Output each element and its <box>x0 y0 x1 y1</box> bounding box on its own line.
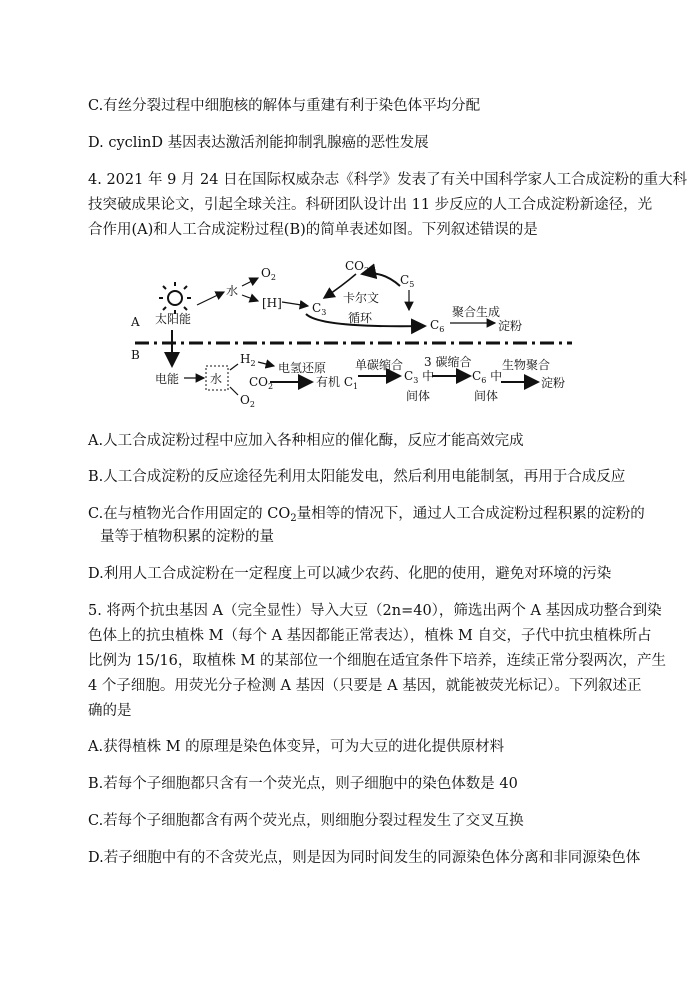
c6-intermediate-label-2: 间体 <box>474 389 499 403</box>
label-b: B <box>131 348 140 362</box>
three-carbon-condensation-label: 3 碳缩合 <box>424 355 472 369</box>
polymer-label: 聚合生成 <box>452 305 501 319</box>
calvin-label-2: 循环 <box>348 311 373 325</box>
water-top-label: 水 <box>226 284 239 298</box>
solar-energy-label: 太阳能 <box>155 312 192 326</box>
q4-stem-line3: 合作用(A)和人工合成淀粉过程(B)的简单表述如图。下列叙述错误的是 <box>88 222 538 238</box>
electric-energy-label: 电能 <box>155 372 180 386</box>
q5-stem-line4: 4 个子细胞。用荧光分子检测 A 基因（只要是 A 基因，就能被荧光标记）。下列叙述正 <box>88 678 642 694</box>
c5-top-label: $C_5$ <box>400 273 415 289</box>
option-c-prev: C.有丝分裂过程中细胞核的解体与重建有利于染色体平均分配 <box>88 98 481 114</box>
q4-stem-line2: 技突破成果论文，引起全球关注。科研团队设计出 11 步反应的人工合成淀粉新途径，光 <box>88 197 653 213</box>
o2-bottom-label: $O_2$ <box>240 393 255 409</box>
option-d-prev: D. cyclinD 基因表达激活剂能抑制乳腺癌的恶性发展 <box>88 135 429 151</box>
q5-stem-line2: 色体上的抗虫植株 M（每个 A 基因都能正常表达），植株 M 自交，子代中抗虫植株所占 <box>88 628 652 644</box>
electro-reduction-label: 电氢还原 <box>278 361 327 375</box>
co2-bottom-label: $CO_2$ <box>249 375 274 391</box>
q4-stem-line1: 4. 2021 年 9 月 24 日在国际权威杂志《科学》发表了有关中国科学家人工合成淀粉的重大科 <box>88 172 688 188</box>
c6-intermediate-label: $C_6$ 中 <box>472 369 503 385</box>
organic-c1-label: 有机 $C_1$ <box>316 375 359 391</box>
q5-stem-line5: 确的是 <box>88 703 132 719</box>
sun-icon <box>159 282 191 314</box>
q5-option-d: D.若子细胞中有的不含荧光点，则是因为同时间发生的同源染色体分离和非同源染色体 <box>88 850 641 866</box>
q4-option-c-line2: 量等于植物积累的淀粉的量 <box>100 529 274 545</box>
q5-option-a: A.获得植株 M 的原理是染色体变异，可为大豆的进化提供原材料 <box>88 739 505 755</box>
q5-stem-line3: 比例为 15/16，取植株 M 的某部位一个细胞在适宜条件下培养，连续正常分裂两次，产生 <box>88 653 666 669</box>
q4-option-d: D.利用人工合成淀粉在一定程度上可以减少农药、化肥的使用，避免对环境的污染 <box>88 566 612 582</box>
h2-label: $H_2$ <box>240 352 256 368</box>
one-carbon-condensation-label: 单碳缩合 <box>355 358 404 372</box>
q4-option-c-line1: C.在与植物光合作用固定的 $CO_2$量相等的情况下，通过人工合成淀粉过程积累的淀粉的 <box>88 506 645 524</box>
c3-intermediate-label-2: 间体 <box>406 389 431 403</box>
q5-option-c: C.若每个子细胞都含有两个荧光点，则细胞分裂过程发生了交叉互换 <box>88 813 524 829</box>
q4-option-a: A.人工合成淀粉过程中应加入各种相应的催化酶，反应才能高效完成 <box>88 433 524 449</box>
calvin-label-1: 卡尔文 <box>343 291 380 305</box>
co2-top-label: $CO_2$ <box>345 259 370 275</box>
bio-polymer-label: 生物聚合 <box>502 358 551 372</box>
h-label: [H] <box>262 296 282 310</box>
starch-synthesis-diagram <box>120 250 590 412</box>
c6-top-label: $C_6$ <box>430 318 445 334</box>
q5-stem-line1: 5. 将两个抗虫基因 A（完全显性）导入大豆（2n=40），筛选出两个 A 基因成功整合到染 <box>88 603 662 619</box>
c3-top-label: $C_3$ <box>312 301 327 317</box>
c3-intermediate-label: $C_3$ 中 <box>404 369 435 385</box>
label-a: A <box>131 315 140 329</box>
q4-option-b: B.人工合成淀粉的反应途径先利用太阳能发电，然后利用电能制氢，再用于合成反应 <box>88 469 626 485</box>
water-box-label: 水 <box>210 372 223 386</box>
o2-top-label: $O_2$ <box>261 266 276 282</box>
starch-bottom-label: 淀粉 <box>541 376 566 390</box>
starch-top-label: 淀粉 <box>498 319 523 333</box>
q5-option-b: B.若每个子细胞都只含有一个荧光点，则子细胞中的染色体数是 40 <box>88 776 518 792</box>
